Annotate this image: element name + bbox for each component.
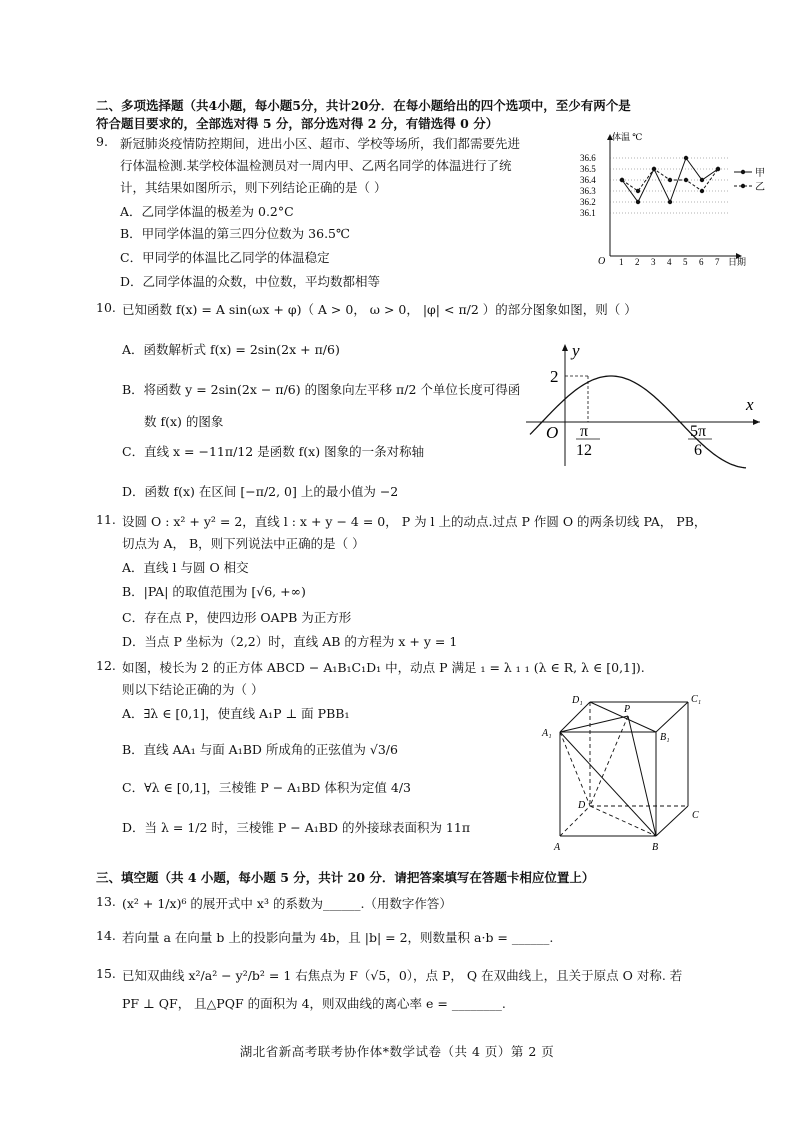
- graph-x-arrow: [753, 419, 760, 425]
- q10-option-b-line1: B．将函数 y = 2sin(2x − π/6) 的图象向左平移 π/2 个单位长度可得函: [122, 382, 521, 397]
- q12-option-a: A．∃λ ∈ [0,1]，使直线 A₁P ⊥ 面 PBB₁: [122, 706, 350, 721]
- q10-number: 10.: [96, 300, 116, 315]
- chart-x-tick-label: 2: [635, 257, 640, 267]
- chart-point-series-2: [668, 178, 672, 182]
- page-footer: 湖北省新高考联考协作体*数学试卷（共 4 页）第 2 页: [239, 1044, 555, 1059]
- q14-number: 14.: [96, 928, 116, 943]
- q12-option-d: D．当 λ = 1/2 时，三棱锥 P − A₁BD 的外接球表面积为 11π: [122, 820, 471, 835]
- chart-y-tick-label: 36.6: [580, 153, 596, 163]
- edge-B1C1: [656, 702, 688, 732]
- q13-text: (x² + 1/x)⁶ 的展开式中 x³ 的系数为______.（用数字作答）: [122, 896, 452, 911]
- q10-option-c: C．直线 x = −11π/12 是函数 f(x) 图象的一条对称轴: [122, 444, 425, 459]
- q10-stem: 已知函数 f(x) = A sin(ωx + φ)（ A > 0， ω > 0， |φ| < π/2 ）的部分图象如图，则（ ）: [122, 302, 637, 317]
- q12-stem: 如图，棱长为 2 的正方体 ABCD − A₁B₁C₁D₁ 中，动点 P 满足 ₁ = λ ₁ ₁ (λ ∈ R, λ ∈ [0,1]).: [122, 660, 645, 675]
- sine-function-graph: [520, 338, 770, 470]
- temperature-line-chart: [580, 128, 780, 270]
- graph-origin-label: O: [546, 423, 559, 442]
- q12-number: 12.: [96, 658, 116, 673]
- q9-line2: 行体温检测.某学校体温检测员对一周内甲、乙两名同学的体温进行了统: [120, 158, 512, 173]
- chart-x-tick-label: 3: [651, 257, 656, 267]
- line-A1D-hidden: [560, 732, 590, 806]
- chart-legend-marker-2: [741, 184, 745, 188]
- q15-line1: 已知双曲线 x²/a² − y²/b² = 1 右焦点为 F（√5，0），点 P， Q 在双曲线上，且关于原点 O 对称. 若: [122, 968, 683, 983]
- line-A1P: [560, 716, 628, 732]
- q13-number: 13.: [96, 894, 116, 909]
- section2-header-line2: 符合题目要求的，全部选对得 5 分，部分选对得 2 分，有错选得 0 分）: [96, 116, 499, 131]
- q9-option-d: D．乙同学体温的众数，中位数，平均数都相等: [120, 274, 381, 289]
- chart-y-tick-label: 36.1: [580, 208, 596, 218]
- chart-legend-label: 乙: [755, 182, 765, 193]
- graph-x1-denominator: 12: [576, 442, 592, 459]
- graph-x2-denominator: 6: [694, 442, 702, 459]
- q14-text: 若向量 a 在向量 b 上的投影向量为 4b，且 |b| = 2，则数量积 a·b = ______.: [122, 930, 554, 945]
- chart-point-series-2: [652, 167, 656, 171]
- line-A1B: [560, 732, 656, 836]
- line-PB: [628, 716, 656, 836]
- label-P: P: [624, 704, 631, 715]
- q10-option-b-line2: 数 f(x) 的图象: [144, 414, 224, 429]
- section2-header-line1: 二、多项选择题（共4小题，每小题5分，共计20分．在每小题给出的四个选项中，至少有两个是: [96, 98, 631, 113]
- chart-point-series-1: [636, 200, 640, 204]
- chart-y-tick-label: 36.4: [580, 175, 596, 185]
- cube-diagram: [538, 688, 718, 854]
- chart-x-tick-label: 7: [715, 257, 720, 267]
- q11-option-b: B．|PA| 的取值范围为 [√6, +∞): [122, 584, 306, 599]
- q12-option-b: B．直线 AA₁ 与面 A₁BD 所成角的正弦值为 √3/6: [122, 742, 398, 757]
- q11-stem: 设圆 O : x² + y² = 2，直线 l : x + y − 4 = 0， P 为 l 上的动点.过点 P 作圆 O 的两条切线 PA， PB，: [122, 514, 707, 529]
- edge-AD-hidden: [560, 806, 590, 836]
- chart-point-series-2: [684, 178, 688, 182]
- graph-y-label: y: [572, 341, 580, 360]
- q9-line1: 新冠肺炎疫情防控期间，进出小区、超市、学校等场所，我们都需要先进: [120, 136, 521, 151]
- edge-A1D1: [560, 702, 590, 732]
- chart-x-tick-label: 1: [619, 257, 624, 267]
- edge-BC: [656, 806, 688, 836]
- q10-option-d: D．函数 f(x) 在区间 [−π/2, 0] 上的最小值为 −2: [122, 484, 399, 499]
- graph-x1-numerator: π: [580, 423, 589, 440]
- line-DB-hidden: [590, 806, 656, 836]
- label-B1: B₁: [660, 732, 670, 743]
- label-A1: A₁: [542, 728, 552, 739]
- graph-amplitude-label: 2: [550, 367, 559, 386]
- q9-option-a: A．乙同学体温的极差为 0.2°C: [120, 204, 294, 219]
- chart-point-series-1: [700, 178, 704, 182]
- q9-option-b: B．甲同学体温的第三四分位数为 36.5℃: [120, 226, 350, 241]
- chart-point-series-2: [700, 189, 704, 193]
- q9-number: 9.: [96, 134, 108, 149]
- q11-option-d: D．当点 P 坐标为（2,2）时，直线 AB 的方程为 x + y = 1: [122, 634, 458, 649]
- chart-y-tick-label: 36.2: [580, 197, 596, 207]
- label-C: C: [692, 810, 699, 821]
- line-D1B1: [590, 702, 656, 732]
- q11-number: 11.: [96, 512, 116, 527]
- chart-point-series-1: [668, 200, 672, 204]
- section3-header: 三、填空题（共 4 小题，每小题 5 分，共计 20 分．请把答案填写在答题卡相应位置上）: [96, 870, 595, 885]
- chart-y-tick-label: 36.3: [580, 186, 596, 196]
- chart-x-axis-label: 日期: [728, 257, 747, 267]
- chart-legend-marker-1: [741, 170, 745, 174]
- q9-option-c: C．甲同学的体温比乙同学的体温稳定: [120, 250, 330, 265]
- q12-option-c: C．∀λ ∈ [0,1]，三棱锥 P − A₁BD 体积为定值 4/3: [122, 780, 411, 795]
- chart-point-series-2: [620, 178, 624, 182]
- q9-line3: 计，其结果如图所示，则下列结论正确的是（ ）: [120, 180, 387, 195]
- chart-point-series-1: [684, 156, 688, 160]
- graph-y-arrow: [562, 344, 568, 351]
- chart-x-tick-label: 5: [683, 257, 688, 267]
- chart-point-series-2: [716, 167, 720, 171]
- label-D: D: [578, 800, 586, 811]
- q15-number: 15.: [96, 966, 116, 981]
- q11-stem2: 切点为 A， B，则下列说法中正确的是（ ）: [122, 536, 365, 551]
- chart-y-axis-label: 体温 ℃: [612, 132, 643, 142]
- line-PD-hidden: [590, 716, 628, 806]
- chart-origin-label: O: [598, 256, 606, 267]
- q10-option-a: A．函数解析式 f(x) = 2sin(2x + π/6): [122, 342, 340, 357]
- label-A: A: [554, 842, 561, 853]
- chart-x-tick-label: 4: [667, 257, 672, 267]
- q15-line2: PF ⊥ QF， 且△PQF 的面积为 4，则双曲线的离心率 e = ________.: [122, 996, 506, 1011]
- chart-y-tick-label: 36.5: [580, 164, 596, 174]
- graph-x2-numerator: 5π: [690, 423, 707, 440]
- label-C1: C₁: [691, 694, 702, 705]
- q11-option-c: C．存在点 P，使四边形 OAPB 为正方形: [122, 610, 352, 625]
- chart-x-tick-label: 6: [699, 257, 704, 267]
- q11-option-a: A．直线 l 与圆 O 相交: [122, 560, 249, 575]
- chart-legend-label: 甲: [755, 168, 765, 179]
- graph-x-label: x: [746, 395, 754, 414]
- q12-stem2: 则以下结论正确的为（ ）: [122, 682, 264, 697]
- label-B: B: [652, 842, 659, 853]
- label-D1: D₁: [572, 695, 583, 706]
- chart-point-series-2: [636, 189, 640, 193]
